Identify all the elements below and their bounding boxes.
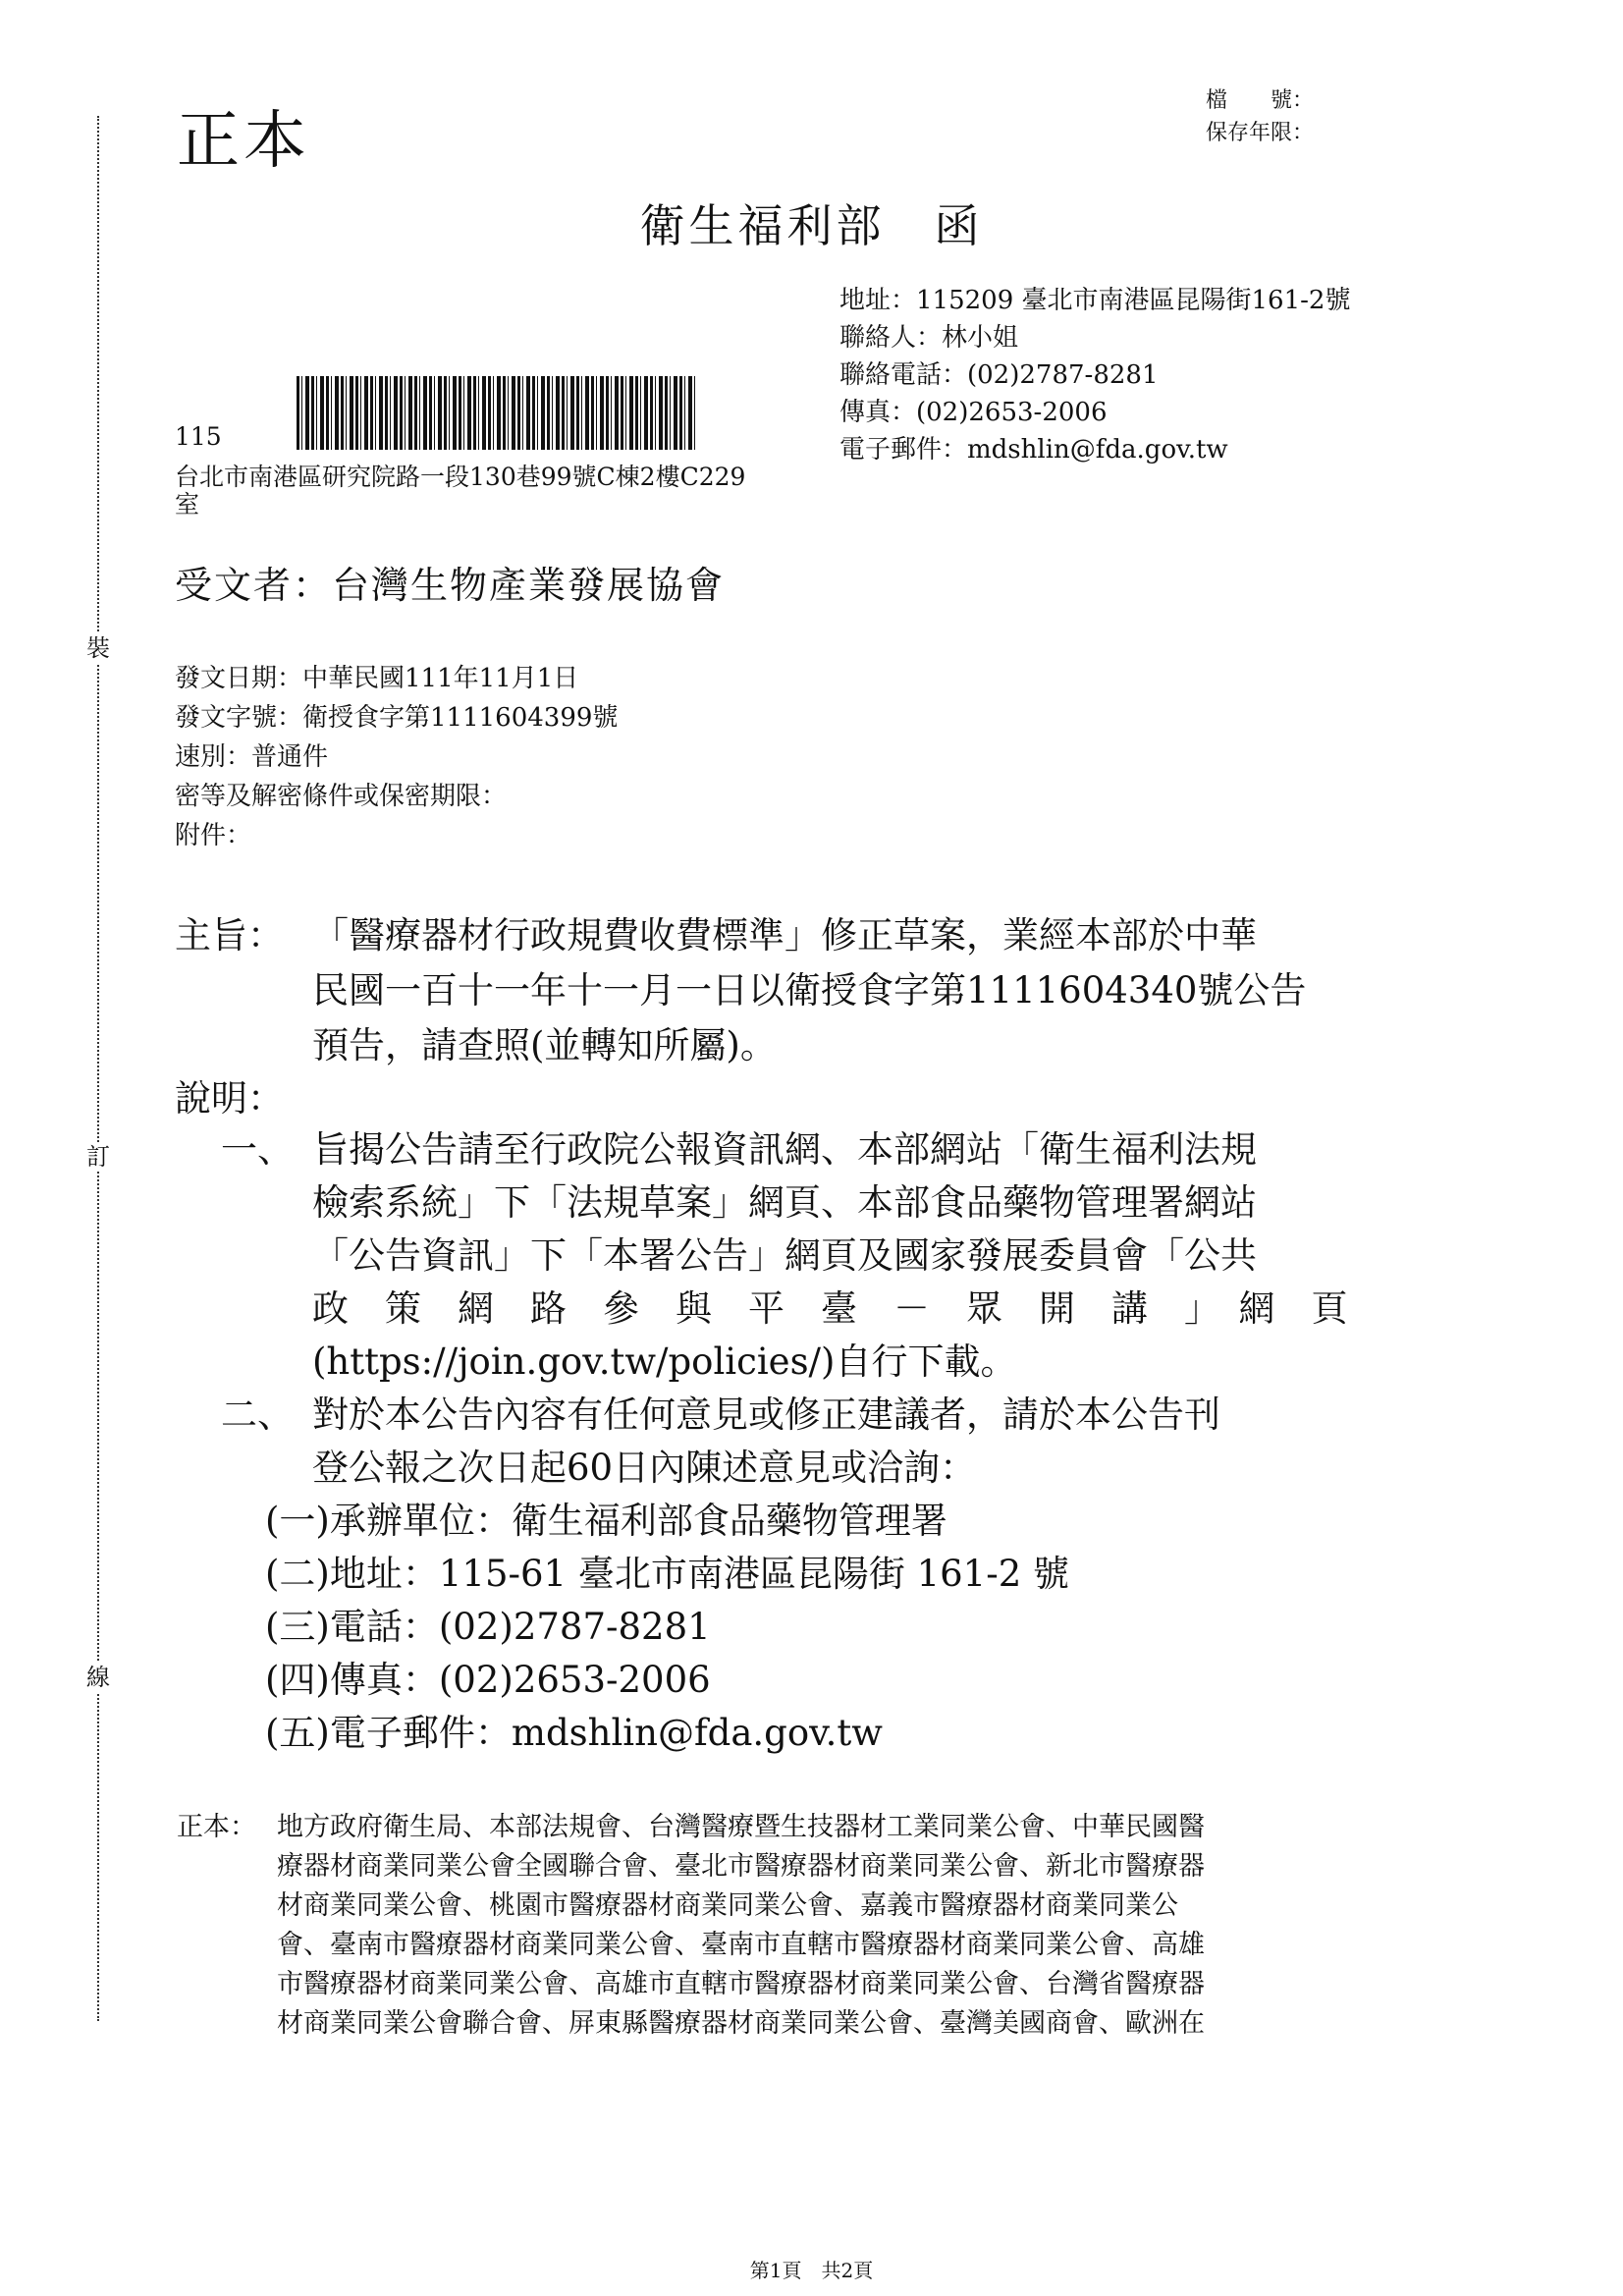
item-number: 一、 [221, 1128, 294, 1171]
contact-sub-item: (五)電子郵件：mdshlin@fda.gov.tw [265, 1712, 883, 1754]
postal-code: 115 [175, 422, 222, 451]
speed-class: 速別：普通件 [175, 742, 329, 772]
file-number-label: 檔 號： [1206, 88, 1315, 113]
explanation-line: 政 策 網 路 參 與 平 臺 － 眾 開 講 」 網 頁 [312, 1287, 1348, 1330]
distribution-line: 地方政府衛生局、本部法規會、台灣醫療暨生技器材工業同業公會、中華民國醫 [277, 1812, 1205, 1842]
retention-period-label: 保存年限： [1206, 121, 1315, 145]
item-number: 二、 [221, 1394, 294, 1436]
barcode [297, 376, 695, 450]
copy-stamp: 正本 [177, 105, 310, 178]
attachment-field: 附件： [175, 821, 252, 850]
explanation-line: 檢索系統」下「法規草案」網頁、本部食品藥物管理署網站 [312, 1181, 1257, 1224]
page-number: 第1頁 共2頁 [749, 2259, 874, 2282]
explanation-line: 「公告資訊」下「本署公告」網頁及國家發展委員會「公共 [312, 1234, 1257, 1277]
contact-fax: 傳真：(02)2653-2006 [839, 398, 1108, 427]
explanation-line: (https://join.gov.tw/policies/)自行下載。 [312, 1340, 1017, 1383]
subject-label: 主旨： [175, 914, 284, 957]
mailing-address-line1: 台北市南港區研究院路一段130巷99號C棟2樓C229 [175, 463, 746, 491]
binding-margin-line [97, 116, 99, 2021]
subject-line: 民國一百十一年十一月一日以衛授食字第1111604340號公告 [312, 969, 1307, 1011]
contact-sub-item: (三)電話：(02)2787-8281 [265, 1606, 711, 1648]
contact-email: 電子郵件：mdshlin@fda.gov.tw [839, 435, 1228, 465]
secrecy-level: 密等及解密條件或保密期限： [175, 782, 508, 811]
binding-char-ding: 訂 [86, 1143, 110, 1171]
distribution-label: 正本： [177, 1812, 256, 1842]
explanation-line: 對於本公告內容有任何意見或修正建議者，請於本公告刊 [312, 1394, 1220, 1436]
explanation-line: 登公報之次日起60日內陳述意見或洽詢： [312, 1447, 977, 1489]
contact-address: 地址：115209 臺北市南港區昆陽街161-2號 [839, 286, 1351, 315]
explanation-line: 旨揭公告請至行政院公報資訊網、本部網站「衛生福利法規 [312, 1128, 1257, 1171]
document-title: 衛生福利部 函 [639, 199, 984, 252]
recipient: 受文者：台灣生物產業發展協會 [175, 564, 726, 607]
distribution-line: 療器材商業同業公會全國聯合會、臺北市醫療器材商業同業公會、新北市醫療器 [277, 1851, 1205, 1882]
contact-sub-item: (二)地址：115-61 臺北市南港區昆陽街 161-2 號 [265, 1553, 1070, 1595]
contact-sub-item: (四)傳真：(02)2653-2006 [265, 1659, 711, 1701]
binding-char-zhuang: 裝 [86, 634, 110, 662]
distribution-line: 材商業同業公會、桃園市醫療器材商業同業公會、嘉義市醫療器材商業同業公 [277, 1890, 1178, 1921]
contact-person: 聯絡人：林小姐 [839, 323, 1019, 353]
subject-line: 預告，請查照(並轉知所屬)。 [312, 1024, 777, 1066]
binding-char-xian: 線 [86, 1664, 110, 1691]
subject-line: 「醫療器材行政規費收費標準」修正草案，業經本部於中華 [312, 914, 1257, 957]
explanation-label: 說明： [175, 1077, 284, 1120]
issue-date: 發文日期：中華民國111年11月1日 [175, 664, 579, 693]
contact-sub-item: (一)承辦單位：衛生福利部食品藥物管理署 [265, 1500, 947, 1542]
distribution-line: 市醫療器材商業同業公會、高雄市直轄市醫療器材商業同業公會、台灣省醫療器 [277, 1969, 1205, 1999]
distribution-line: 會、臺南市醫療器材商業同業公會、臺南市直轄市醫療器材商業同業公會、高雄 [277, 1930, 1205, 1960]
distribution-line: 材商業同業公會聯合會、屏東縣醫療器材商業同業公會、臺灣美國商會、歐洲在 [277, 2008, 1205, 2039]
mailing-address-line2: 室 [175, 490, 200, 519]
contact-phone: 聯絡電話：(02)2787-8281 [839, 360, 1159, 390]
issue-number: 發文字號：衛授食字第1111604399號 [175, 703, 619, 733]
